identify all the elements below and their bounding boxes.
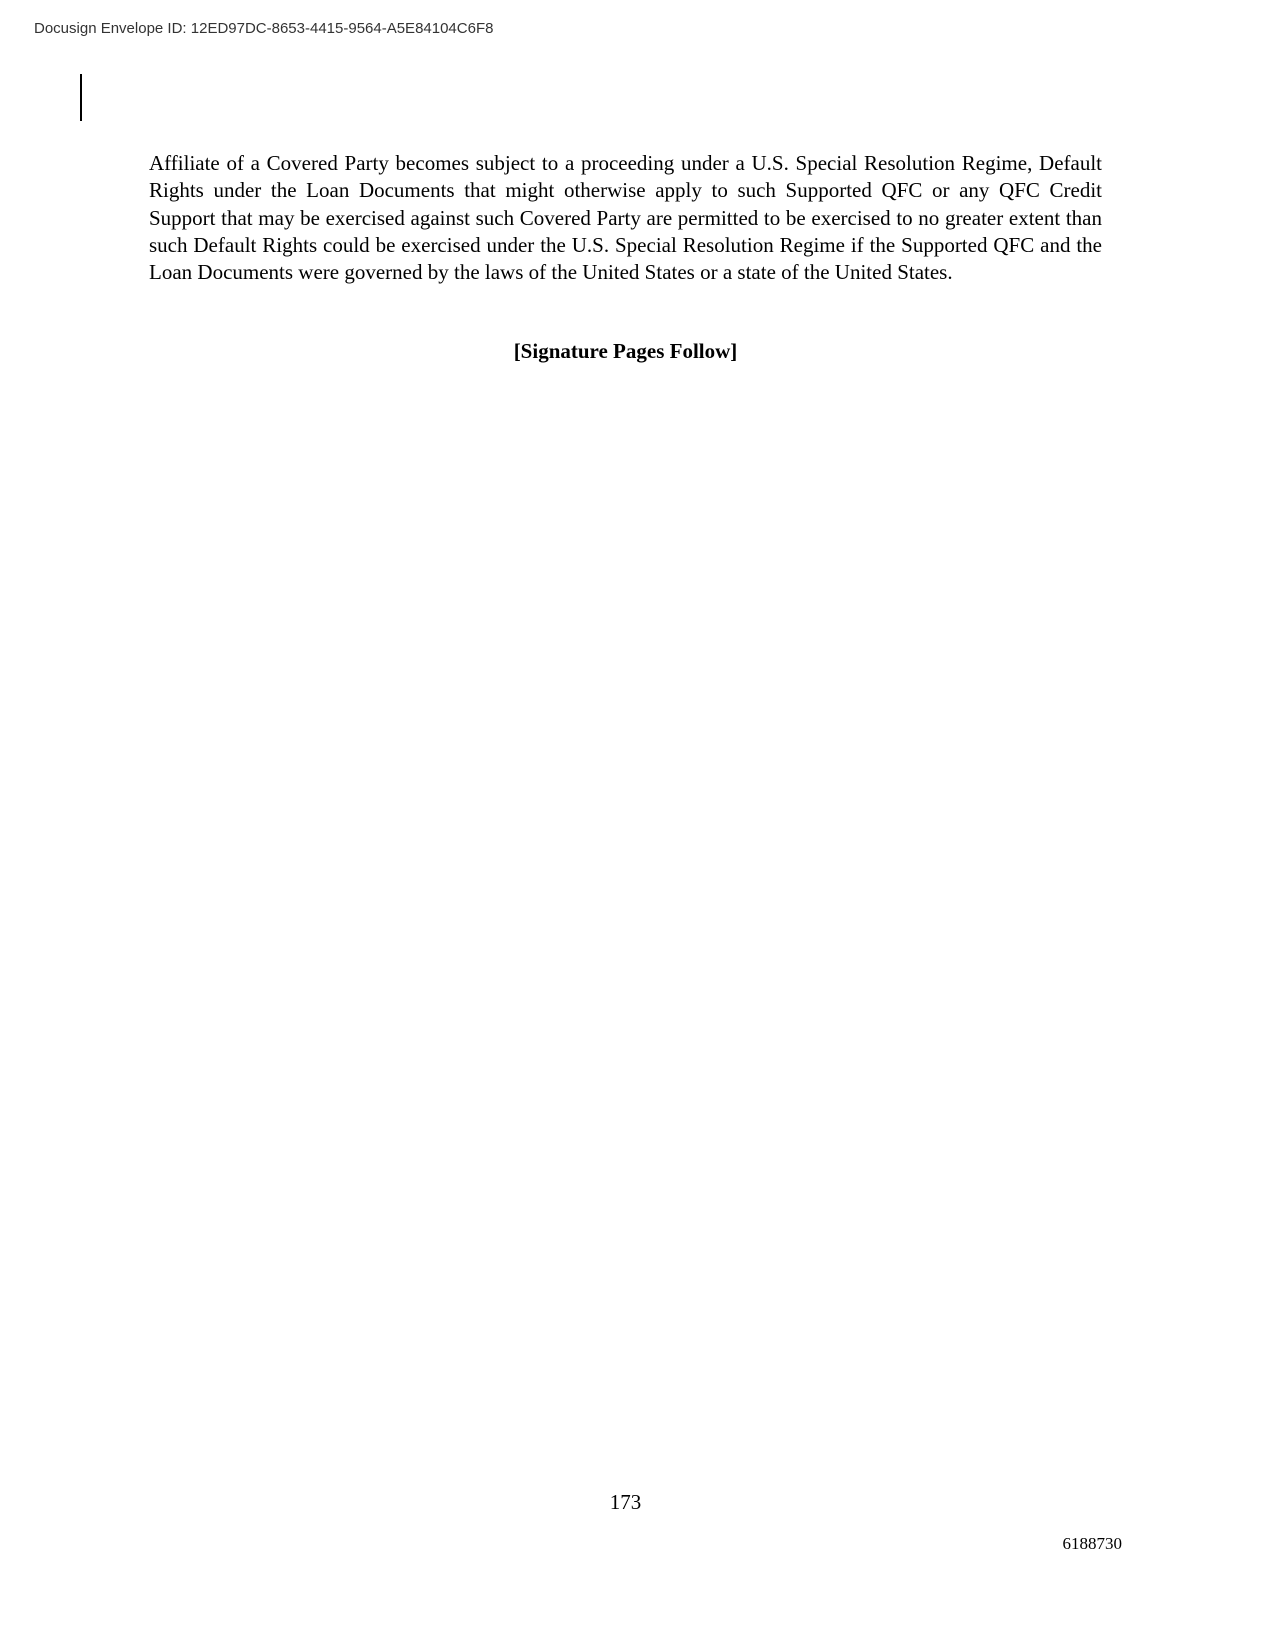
revision-bar	[80, 74, 82, 121]
envelope-id-header: Docusign Envelope ID: 12ED97DC-8653-4415-9564-A5E84104C6F8	[34, 20, 494, 37]
document-id-footer: 6188730	[1062, 1534, 1122, 1553]
body-paragraph: Affiliate of a Covered Party becomes subject to a proceeding under a U.S. Special Resolution Regime, Default Rights under the Loan Documents that might otherwise apply to such Supported QFC or any QFC Credit Support that may be exercised against such Covered Party are permitted to be exercised to no greater extent than such Default Rights could be exercised under the U.S. Special Resolution Regime if the Supported QFC and the Loan Documents were governed by the laws of the United States or a state of the United States.	[149, 151, 1102, 285]
page-number: 173	[609, 1490, 642, 1514]
signature-pages-heading: [Signature Pages Follow]	[513, 339, 738, 363]
